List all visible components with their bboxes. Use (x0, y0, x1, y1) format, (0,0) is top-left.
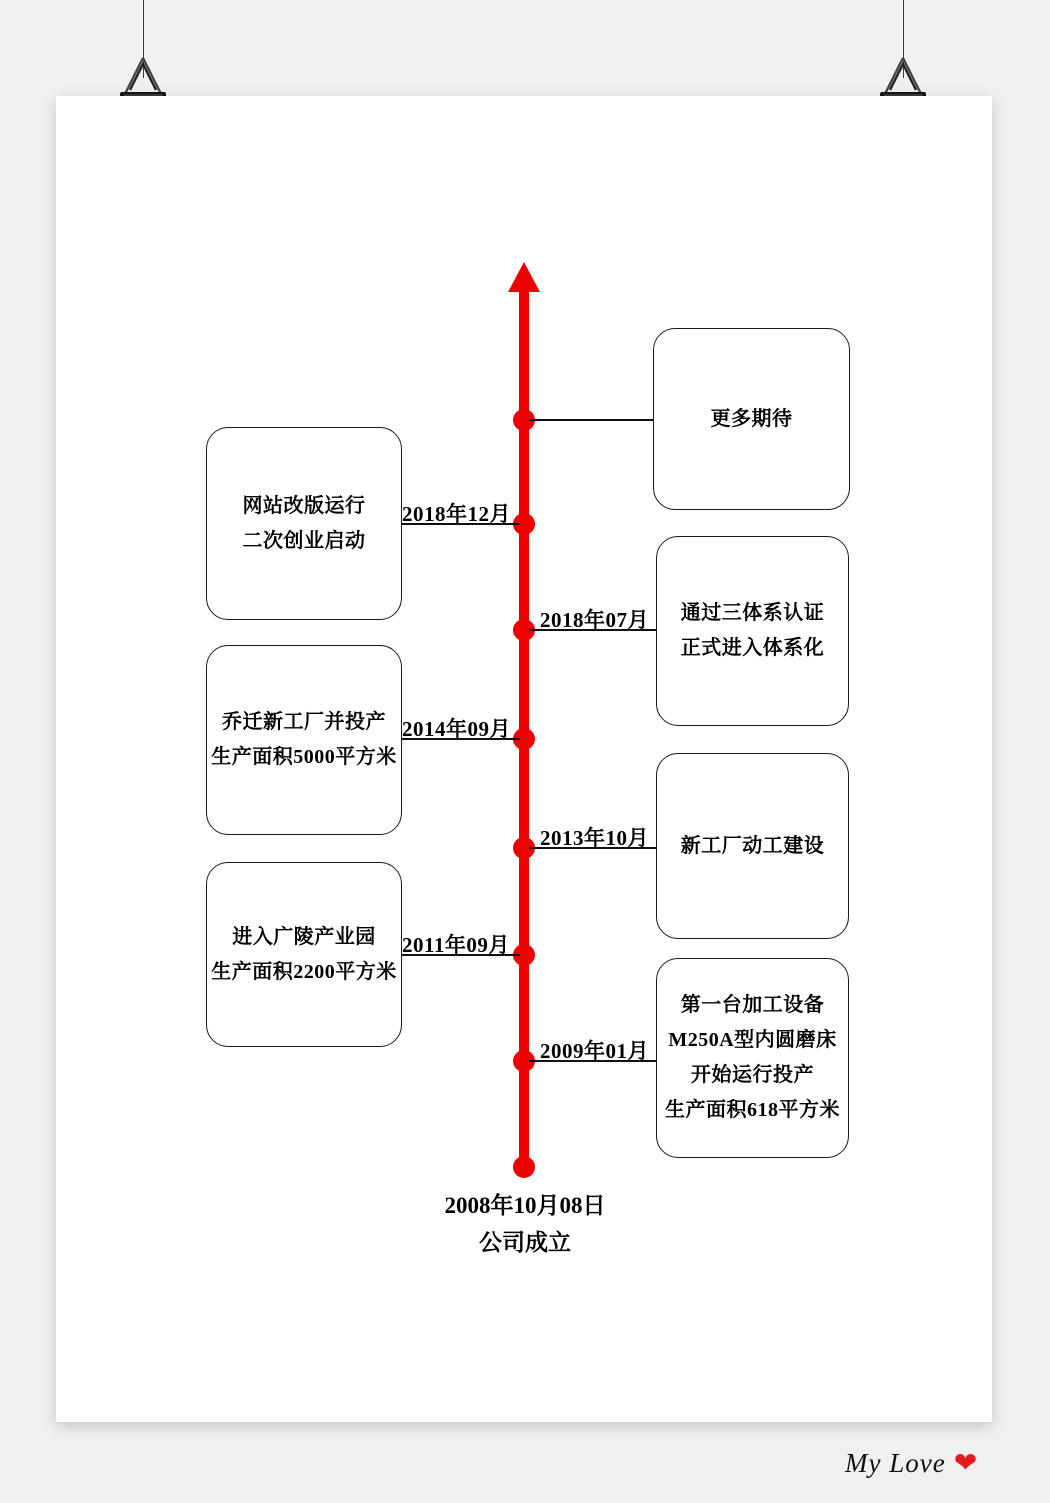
origin-date: 2008年10月08日 (444, 1193, 606, 1218)
event-line: 生产面积618平方米 (665, 1099, 840, 1121)
heart-icon: ❤ (953, 1447, 978, 1479)
connector-0 (529, 419, 653, 421)
timeline-date-6: 2009年01月 (540, 1039, 649, 1063)
event-line: M250A型内圆磨床 (668, 1029, 837, 1051)
event-line: 生产面积5000平方米 (211, 746, 397, 768)
watermark-text: My Love (845, 1448, 946, 1478)
event-line: 正式进入体系化 (680, 637, 825, 659)
event-line: 生产面积2200平方米 (211, 960, 397, 983)
event-line: 二次创业启动 (242, 529, 366, 552)
event-line: 通过三体系认证 (680, 602, 825, 624)
event-line: 开始运行投产 (691, 1064, 814, 1086)
event-box-6[interactable] (656, 958, 849, 1158)
timeline-node-origin[interactable] (513, 1156, 535, 1178)
event-box-2[interactable] (656, 536, 849, 726)
event-line: 进入广陵产业园 (232, 925, 376, 948)
watermark (845, 1448, 977, 1479)
timeline-date-1: 2018年12月 (402, 502, 511, 526)
event-box-5[interactable] (206, 862, 402, 1047)
timeline-origin-caption (380, 1188, 670, 1262)
event-line: 更多期待 (710, 407, 793, 430)
event-box-1[interactable] (206, 427, 402, 620)
event-box-3[interactable] (206, 645, 402, 835)
event-line: 新工厂动工建设 (680, 834, 825, 857)
timeline-date-2: 2018年07月 (540, 608, 649, 632)
timeline-date-5: 2011年09月 (402, 933, 510, 957)
event-line: 乔迁新工厂并投产 (222, 711, 386, 733)
origin-text: 公司成立 (479, 1229, 571, 1255)
event-box-0[interactable] (653, 328, 850, 510)
timeline-date-3: 2014年09月 (402, 717, 511, 741)
event-box-4[interactable] (656, 753, 849, 939)
event-line: 第一台加工设备 (680, 994, 825, 1016)
timeline-date-4: 2013年10月 (540, 826, 649, 850)
event-line: 网站改版运行 (242, 494, 366, 517)
